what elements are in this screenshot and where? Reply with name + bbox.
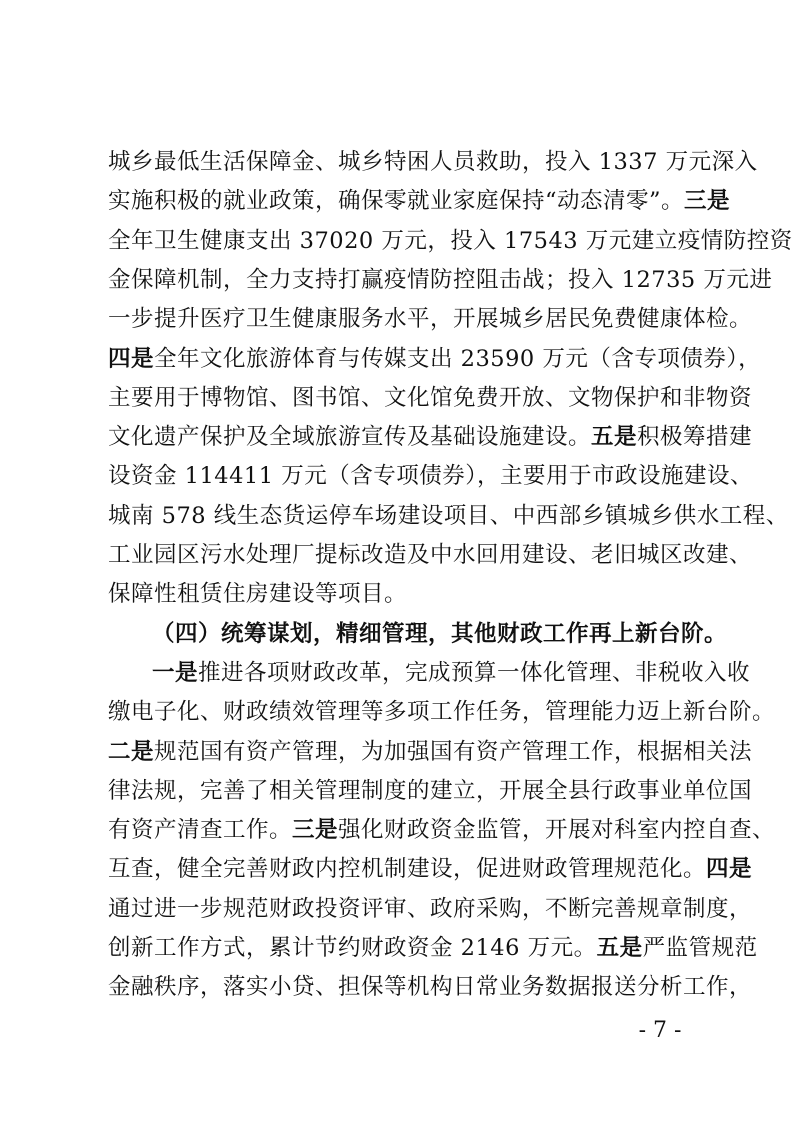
- text-run: 保障性租赁住房建设等项目。: [108, 581, 408, 608]
- text-line: [108, 417, 753, 457]
- text-run: 积极筹措建: [637, 424, 753, 451]
- text-line: [108, 928, 758, 968]
- text-line: [108, 574, 694, 614]
- text-run: 城南 578 线生态货运停车场建设项目、中西部乡镇城乡供水工程、: [108, 502, 789, 529]
- text-run: 实施积极的就业政策，确保零就业家庭保持“动态清零”。: [108, 188, 685, 215]
- text-line: [108, 221, 793, 261]
- text-run: 创新工作方式，累计节约财政资金 2146 万元。: [108, 935, 597, 961]
- text-run: 互查，健全完善财政内控机制建设，促进财政管理规范化。: [108, 856, 707, 883]
- text-run: 全年文化旅游体育与传媒支出 23590 万元（含专项债券），: [154, 345, 762, 372]
- bold-marker: 四是: [706, 856, 753, 883]
- text-run: 金融秩序，落实小贷、担保等机构日常业务数据报送分析工作，: [108, 974, 753, 1001]
- bold-marker: 二是: [108, 738, 155, 765]
- page-number: - 7 -: [638, 1018, 682, 1043]
- bold-marker: 三是: [684, 188, 731, 215]
- text-run: 城乡最低生活保障金、城乡特困人员救助，投入 1337 万元深入: [108, 149, 758, 175]
- bold-marker: （四）统筹谋划，精细管理，其他财政工作再上新台阶。: [152, 620, 728, 647]
- text-line: [108, 496, 789, 536]
- text-line: [108, 810, 776, 850]
- section-heading: [152, 614, 728, 654]
- text-run: 严监管规范: [642, 935, 758, 961]
- text-run: 文化遗产保护及全域旅游宣传及基础设施建设。: [108, 424, 592, 451]
- text-line: [108, 771, 753, 811]
- text-run: 推进各项财政改革，完成预算一体化管理、非税收入收: [198, 659, 751, 686]
- text-run: 规范国有资产管理，为加强国有资产管理工作，根据相关法: [154, 738, 753, 765]
- text-line: [108, 535, 753, 575]
- text-line: [108, 456, 753, 496]
- text-line: [108, 849, 753, 889]
- text-run: 设资金 114411 万元（含专项债券），主要用于市政设施建设、: [108, 463, 753, 490]
- text-line: [108, 378, 753, 418]
- text-run: 强化财政资金监管，开展对科室内控自查、: [338, 817, 776, 844]
- text-run: 缴电子化、财政绩效管理等多项工作任务，管理能力迈上新台阶。: [108, 699, 776, 726]
- text-line: [108, 732, 753, 772]
- text-line: [108, 339, 762, 379]
- text-line: [108, 299, 753, 339]
- text-line: [108, 260, 773, 300]
- text-line: [108, 889, 753, 929]
- bold-marker: 三是: [292, 817, 339, 844]
- text-line: [108, 181, 731, 221]
- text-run: 主要用于博物馆、图书馆、文化馆免费开放、文物保护和非物资: [108, 384, 753, 411]
- text-run: 金保障机制，全力支持打赢疫情防控阻击战；投入 12735 万元进: [108, 266, 773, 293]
- text-run: 通过进一步规范财政投资评审、政府采购，不断完善规章制度，: [108, 895, 753, 922]
- bold-marker: 五是: [596, 935, 643, 961]
- text-run: 工业园区污水处理厂提标改造及中水回用建设、老旧城区改建、: [108, 542, 753, 568]
- text-line: [108, 692, 776, 732]
- bold-marker: 四是: [108, 345, 155, 372]
- text-run: 全年卫生健康支出 37020 万元，投入 17543 万元建立疫情防控资: [108, 227, 793, 254]
- text-line: [108, 967, 753, 1007]
- bold-marker: 一是: [152, 659, 199, 686]
- text-run: 有资产清查工作。: [108, 817, 293, 844]
- text-line: [152, 653, 751, 693]
- text-line: [108, 142, 758, 182]
- bold-marker: 五是: [591, 424, 638, 451]
- text-run: 一步提升医疗卫生健康服务水平，开展城乡居民免费健康体检。: [108, 306, 753, 333]
- text-run: 律法规，完善了相关管理制度的建立，开展全县行政事业单位国: [108, 777, 753, 804]
